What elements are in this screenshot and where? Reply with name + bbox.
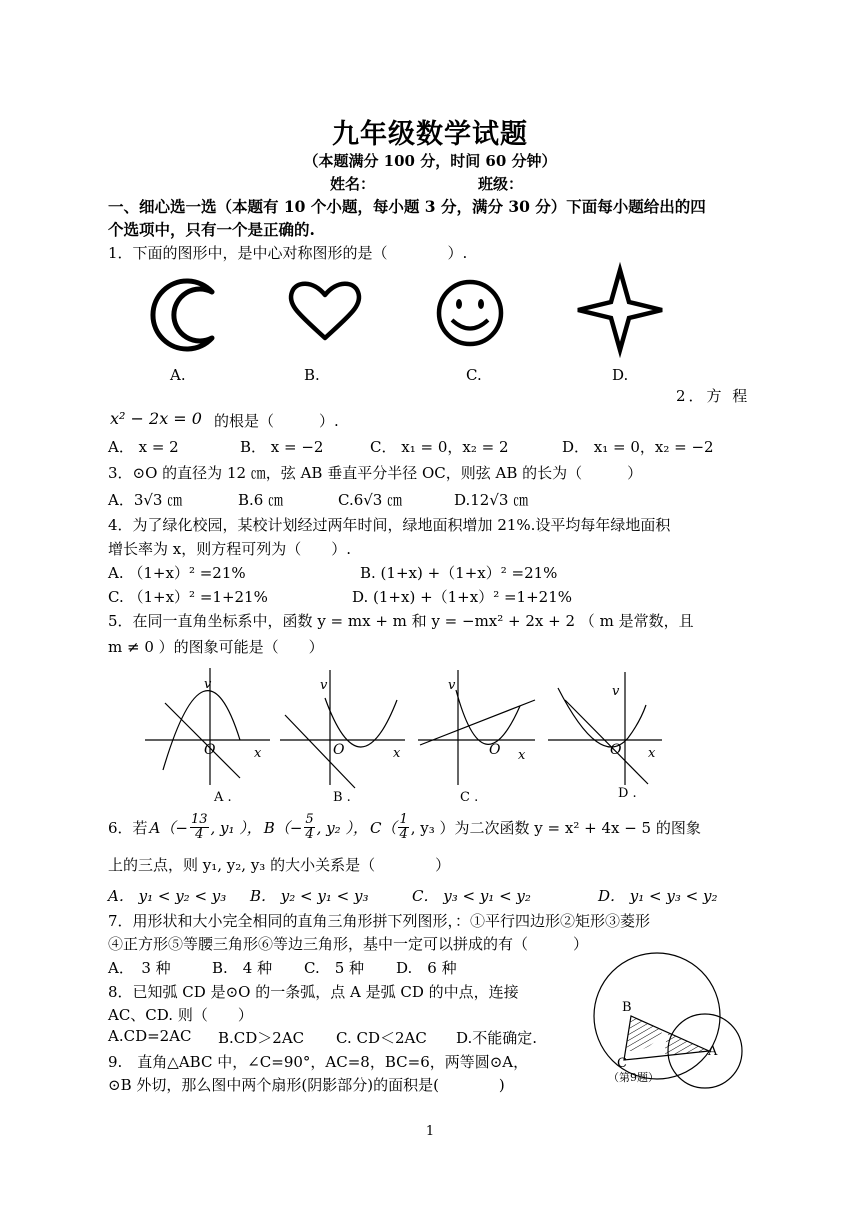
q1-option-c-label: C.	[466, 366, 482, 384]
q6-point-c-tail: , y₃ ）为二次函数 y = x² + 4x − 5 的图象	[410, 818, 701, 837]
q6-option-b: B． y₂ < y₁ < y₃	[250, 887, 369, 905]
q6-point-c-label: C（	[369, 818, 397, 837]
q5-option-b-label: B .	[333, 790, 351, 805]
section1-heading-line2: 个选项中，只有一个是正确的.	[108, 220, 315, 239]
q1-option-b-label: B.	[304, 366, 320, 384]
q8-option-a: A.CD=2AC	[108, 1027, 192, 1045]
q9-line2: ⊙B 外切，那么图中两个扇形(阴影部分)的面积是( )	[108, 1076, 505, 1094]
q3-stem: 3．⊙O 的直径为 12 ㎝，弦 AB 垂直平分半径 OC，则弦 AB 的长为（ ）	[108, 464, 643, 482]
q5-option-a-label: A .	[214, 790, 232, 805]
q1-option-d-label: D.	[612, 366, 629, 384]
q5a-x-axis-label: x	[254, 746, 262, 761]
q5b-x-axis-label: x	[393, 746, 401, 761]
q3-option-d: D.12√3 ㎝	[454, 491, 529, 509]
q4-option-b: B. (1+x) +（1+x）² =21%	[360, 564, 558, 582]
q2-option-a: A． x = 2	[108, 438, 179, 456]
q6-point-c-fraction: $\frac{1}{4}$	[399, 811, 408, 842]
q5c-y-axis-label: v	[448, 678, 456, 693]
q6-option-a: A． y₁ < y₂ < y₃	[108, 887, 227, 905]
name-field-label: 姓名：	[330, 175, 376, 193]
q1-stem: 1．下面的图形中，是中心对称图形的是（ ）.	[108, 244, 468, 262]
q4-option-c: C. （1+x）² =1+21%	[108, 588, 268, 606]
q2-stem-rest: 的根是（ ）.	[214, 412, 339, 430]
q5d-x-axis-label: x	[648, 746, 656, 761]
q8-line2: AC、CD. 则（ ）	[108, 1006, 253, 1024]
q8-option-c: C. CD＜2AC	[336, 1029, 427, 1047]
q6-line2: 上的三点，则 y₁, y₂, y₃ 的大小关系是（ ）	[108, 856, 451, 874]
q5b-origin-label: O	[333, 742, 345, 758]
q2-option-b: B． x = −2	[240, 438, 324, 456]
q6-prefix: 6．若	[108, 818, 148, 837]
q5b-y-axis-label: v	[320, 678, 328, 693]
q7-line1: 7．用形状和大小完全相同的直角三角形拼下列图形，：①平行四边形②矩形③菱形	[108, 912, 651, 930]
q2-option-d: D． x₁ = 0，x₂ = −2	[562, 438, 714, 456]
q5c-origin-label: O	[489, 742, 501, 758]
q9-figure-label-a: A	[708, 1044, 718, 1059]
q6-point-a-fraction: $\frac{13}{4}$	[190, 811, 208, 842]
q6-point-a-label: A（−	[149, 818, 188, 837]
q7-option-a: A． 3 种	[108, 959, 171, 977]
q4-line1: 4．为了绿化校园，某校计划经过两年时间，绿地面积增加 21%.设平均每年绿地面积	[108, 516, 671, 534]
q9-figure-label-b: B	[622, 1000, 632, 1015]
q3-option-a: A．3√3 ㎝	[108, 491, 183, 509]
q2-prefix: 2．方 程	[676, 387, 751, 405]
q8-option-b: B.CD＞2AC	[218, 1029, 305, 1047]
q5a-y-axis-label: v	[204, 677, 212, 692]
q3-option-b: B.6 ㎝	[238, 491, 284, 509]
q5-option-c-label: C .	[460, 790, 479, 805]
q6-point-b-tail: , y₂ ），	[316, 818, 368, 837]
q5-line2: m ≠ 0 ）的图象可能是（ ）	[108, 638, 324, 656]
q5-option-d-label: D .	[618, 786, 637, 801]
q2-equation: x² − 2x = 0	[110, 409, 202, 428]
q9-figure-label-c: C	[617, 1056, 627, 1071]
q4-line2: 增长率为 x，则方程可列为（ ）.	[108, 540, 351, 558]
q5a-origin-label: O	[204, 742, 216, 758]
section1-heading-line1: 一、细心选一选（本题有 10 个小题，每小题 3 分，满分 30 分）下面每小题给出的四	[108, 197, 706, 216]
q3-option-c: C.6√3 ㎝	[338, 491, 403, 509]
q7-option-b: B. 4 种	[212, 959, 273, 977]
q5-line1: 5．在同一直角坐标系中，函数 y = mx + m 和 y = −mx² + 2x + 2 （ m 是常数，且	[108, 612, 694, 630]
page-title: 九年级数学试题	[332, 119, 528, 150]
exam-subtitle: （本题满分 100 分，时间 60 分钟）	[303, 152, 557, 170]
q8-line1: 8．已知弧 CD 是⊙O 的一条弧，点 A 是弧 CD 的中点，连接	[108, 983, 519, 1001]
class-field-label: 班级：	[478, 175, 524, 193]
q6-point-a-tail: , y₁ ），	[210, 818, 262, 837]
q7-line2: ④正方形⑤等腰三角形⑥等边三角形，基中一定可以拼成的有（ ）	[108, 935, 589, 953]
q7-option-c: C. 5 种	[304, 959, 365, 977]
q1-option-a-label: A.	[170, 366, 186, 384]
q5c-x-axis-label: x	[518, 748, 526, 763]
q9-figure-caption: （第9题）	[608, 1071, 659, 1084]
q8-option-d: D.不能确定.	[456, 1029, 538, 1047]
q5d-origin-label: O	[610, 742, 622, 758]
q6-option-c: C． y₃ < y₁ < y₂	[412, 887, 531, 905]
q6-point-b-fraction: $\frac{5}{4}$	[305, 811, 314, 842]
page-number: 1	[425, 1124, 435, 1139]
q2-option-c: C． x₁ = 0，x₂ = 2	[370, 438, 509, 456]
q5d-y-axis-label: v	[612, 684, 620, 699]
q6-option-d: D． y₁ < y₃ < y₂	[598, 887, 718, 905]
q9-line1: 9. 直角△ABC 中，∠C=90°，AC=8，BC=6，两等圆⊙A，	[108, 1053, 529, 1071]
q7-option-d: D. 6 种	[396, 959, 457, 977]
q4-option-d: D. (1+x) +（1+x）² =1+21%	[352, 588, 573, 606]
q4-option-a: A. （1+x）² =21%	[108, 564, 246, 582]
q6-point-b-label: B（−	[263, 818, 303, 837]
